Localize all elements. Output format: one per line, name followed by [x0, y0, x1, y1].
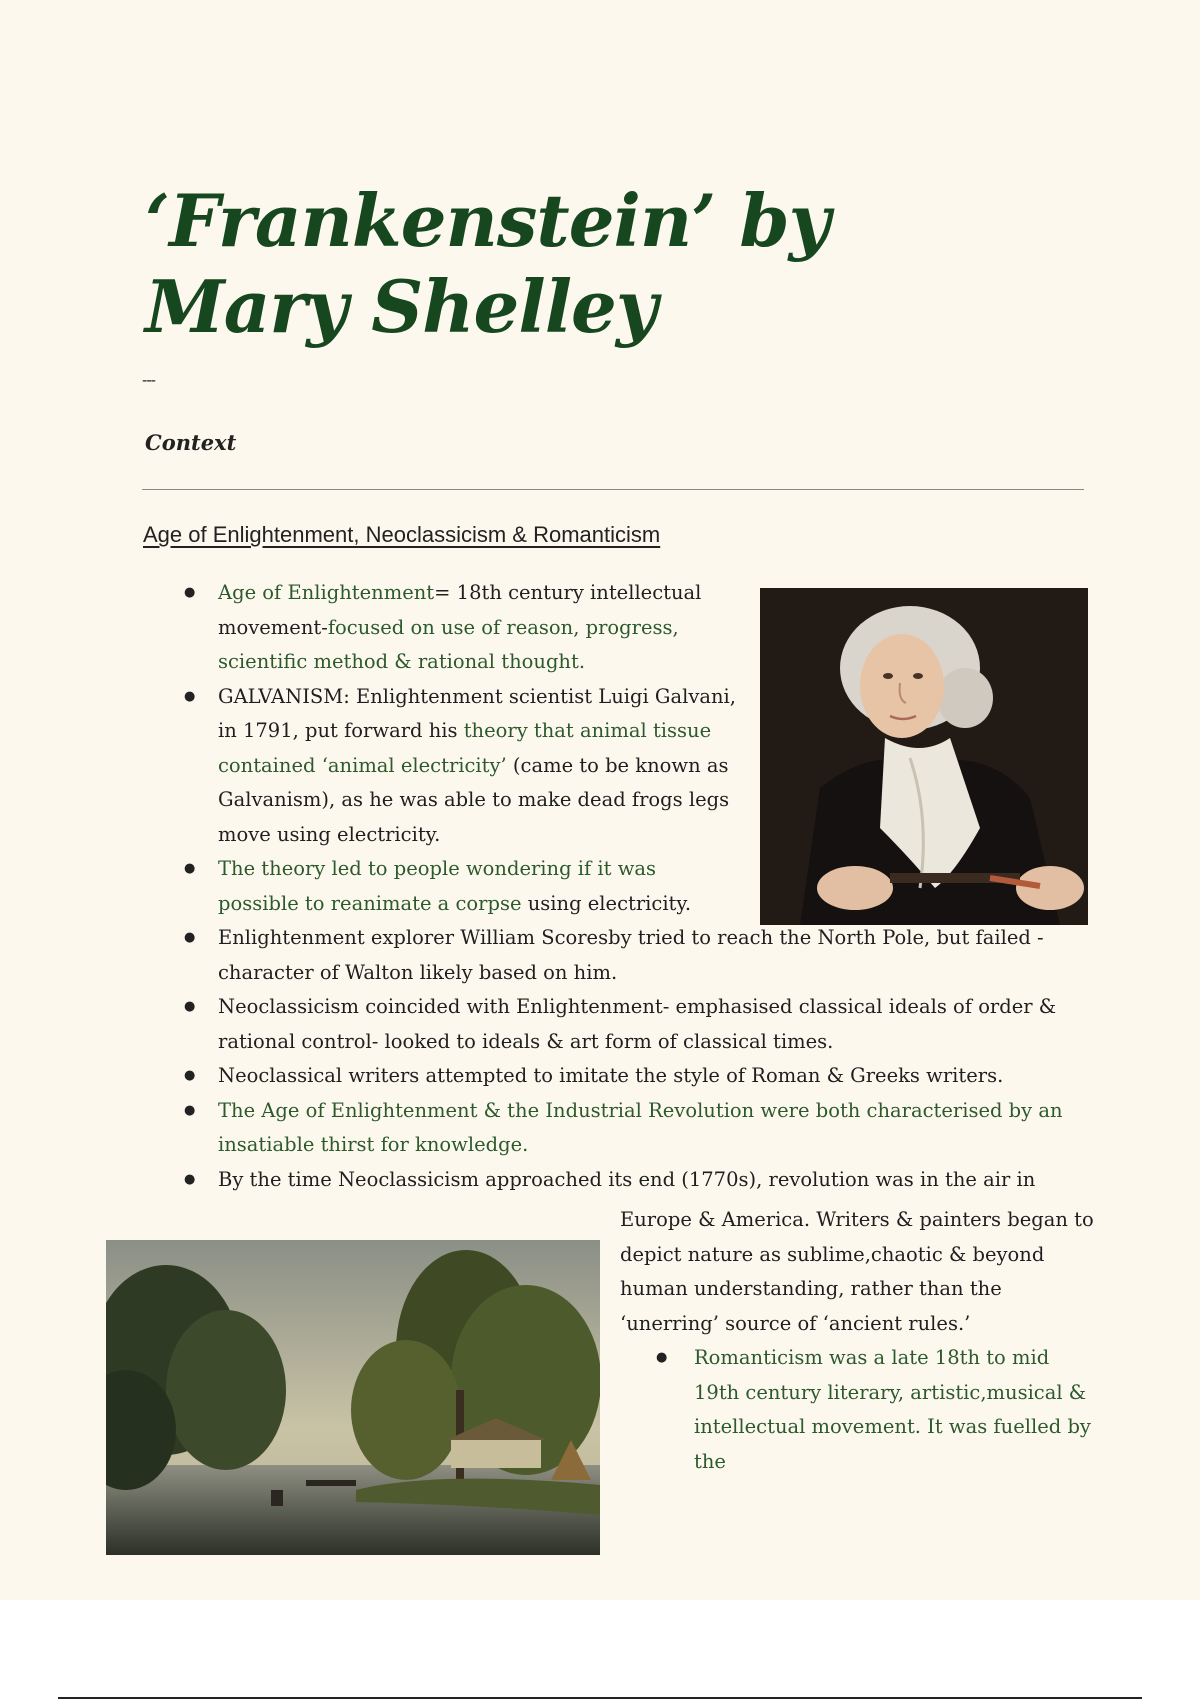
list-item: ● The Age of Enlightenment & the Industrial Revolution were both characterised by an insatiable thirst for knowledge. — [218, 1094, 1098, 1163]
page-title: ‘Frankenstein’ by Mary Shelley — [145, 178, 830, 349]
landscape-illustration — [106, 1240, 600, 1555]
title-dashes: --- — [142, 372, 155, 389]
romanticism-bullet: ● Romanticism was a late 18th to mid 19th century literary, artistic,musical & intellectual movement. It was fuelled by the — [620, 1341, 1095, 1479]
footer-divider — [58, 1697, 1142, 1699]
continuation-text-block — [620, 1203, 1095, 1479]
context-label: Context — [145, 430, 237, 455]
list-item: ● Age of Enlightenment= 18th century intellectual movement-focused on use of reason, progress, scientific method & rational thought. — [218, 576, 738, 680]
context-bullet-list — [218, 576, 1098, 1197]
list-item: ● Enlightenment explorer William Scoresby tried to reach the North Pole, but failed - character of Walton likely based on him. — [218, 921, 1098, 990]
continuation-paragraph: Europe & America. Writers & painters began to depict nature as sublime,chaotic & beyond human understanding, rather than the ‘unerring’ source of ‘ancient rules.’ — [620, 1208, 1094, 1335]
list-item: ● Neoclassicism coincided with Enlightenment- emphasised classical ideals of order & rational control- looked to ideals & art form of classical times. — [218, 990, 1098, 1059]
list-item: ● GALVANISM: Enlightenment scientist Luigi Galvani, in 1791, put forward his theory that animal tissue contained ‘animal electricity’ (came to be known as Galvanism), as he was able to make dead frogs legs move using electricity. — [218, 680, 738, 853]
list-item: ● Neoclassical writers attempted to imitate the style of Roman & Greeks writers. — [218, 1059, 1098, 1094]
landscape-painting-image — [106, 1240, 600, 1555]
horizontal-divider — [142, 489, 1084, 490]
list-item: ● The theory led to people wondering if it was possible to reanimate a corpse using electricity. — [218, 852, 738, 921]
section-heading: Age of Enlightenment, Neoclassicism & Romanticism — [143, 522, 661, 547]
list-item: ● By the time Neoclassicism approached its end (1770s), revolution was in the air in — [218, 1163, 1098, 1198]
